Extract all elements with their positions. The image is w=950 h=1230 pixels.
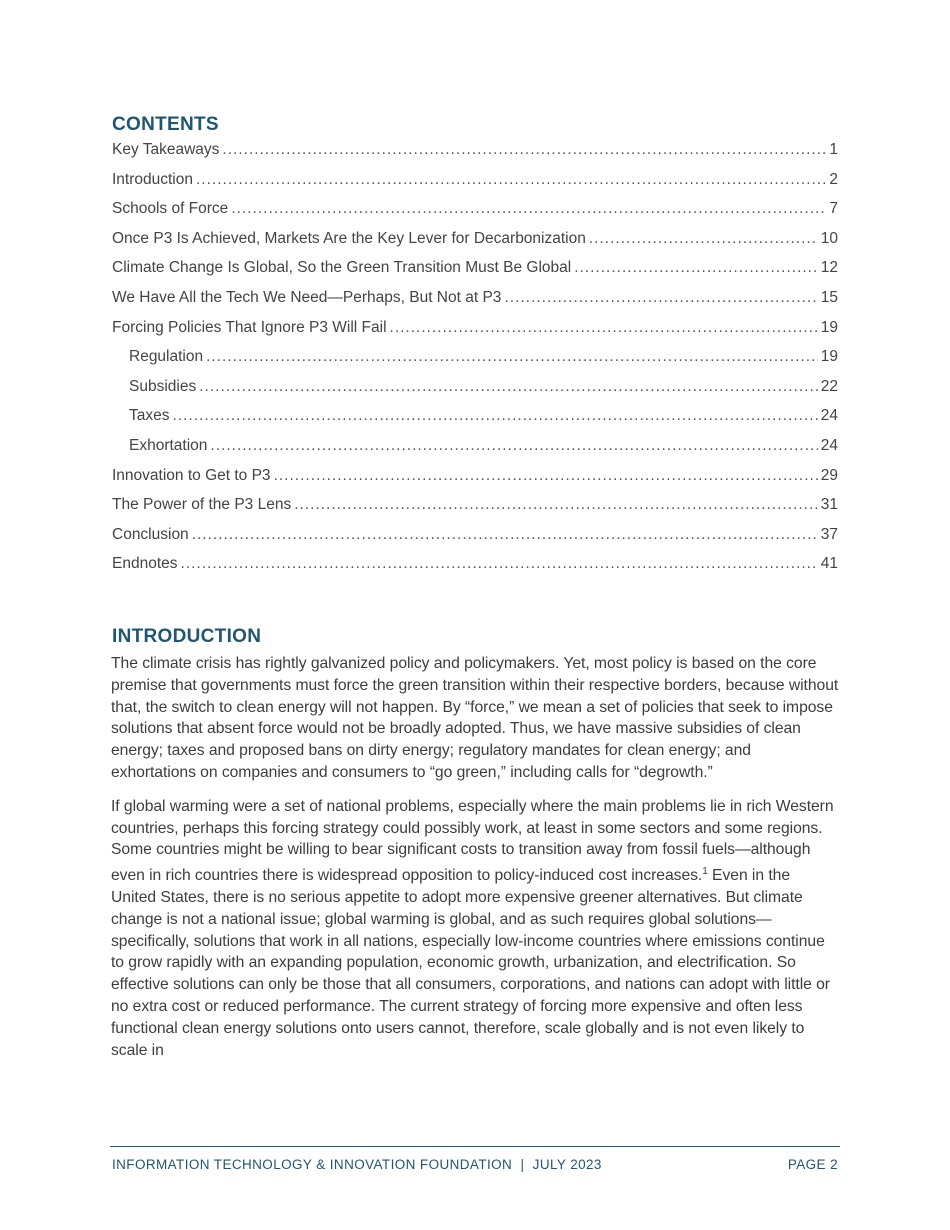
toc-entry-title: Regulation	[129, 348, 204, 366]
toc-entry[interactable]	[112, 525, 838, 555]
footer-page-number: PAGE 2	[787, 1157, 838, 1172]
footer-divider	[110, 1146, 840, 1147]
toc-entry[interactable]	[112, 229, 838, 259]
toc-dot-leader	[181, 554, 818, 574]
toc-entry-title: Taxes	[129, 407, 170, 425]
toc-entry-title: The Power of the P3 Lens	[112, 496, 292, 514]
contents-heading: CONTENTS	[112, 114, 219, 135]
toc-entry-page: 2	[829, 170, 838, 188]
toc-entry-page: 10	[820, 229, 838, 247]
toc-dot-leader	[210, 436, 817, 456]
toc-dot-leader	[274, 466, 818, 486]
toc-entry[interactable]	[112, 466, 838, 496]
paragraph	[111, 796, 839, 1062]
toc-entry-title: Climate Change Is Global, So the Green Transition Must Be Global	[112, 259, 572, 277]
toc-entry-title: Introduction	[112, 170, 193, 188]
toc-entry-page: 24	[820, 407, 838, 425]
toc-entry-title: Key Takeaways	[112, 141, 220, 158]
toc-dot-leader	[294, 495, 818, 515]
toc-dot-leader	[199, 377, 818, 397]
toc-dot-leader	[589, 229, 818, 249]
table-of-contents	[112, 140, 838, 584]
toc-entry-title: Forcing Policies That Ignore P3 Will Fail	[112, 318, 387, 336]
toc-entry-page: 15	[820, 288, 838, 306]
toc-entry-title: Conclusion	[112, 525, 189, 543]
toc-entry[interactable]	[112, 170, 838, 200]
toc-entry-title: Schools of Force	[112, 200, 229, 218]
toc-entry-title: Subsidies	[129, 377, 197, 395]
toc-entry-title: Once P3 Is Achieved, Markets Are the Key Lever for Decarbonization	[112, 229, 586, 247]
toc-dot-leader	[574, 258, 818, 278]
toc-entry[interactable]	[112, 318, 838, 348]
toc-entry[interactable]	[112, 554, 838, 584]
toc-dot-leader	[206, 347, 818, 367]
toc-subentry[interactable]	[112, 377, 838, 407]
toc-entry-page: 24	[820, 436, 838, 454]
toc-entry-title: Innovation to Get to P3	[112, 466, 271, 484]
toc-entry[interactable]	[112, 199, 838, 229]
toc-entry-page: 7	[829, 200, 838, 218]
toc-entry-page: 37	[820, 525, 838, 543]
toc-dot-leader	[192, 525, 818, 545]
toc-dot-leader	[390, 318, 818, 338]
toc-dot-leader	[504, 288, 817, 308]
paragraph: The climate crisis has rightly galvanized policy and policymakers. Yet, most policy is based on the core premise that governments must force the green transition within their respective borders, because without that, the switch to clean energy will not happen. By “force,” we mean a set of policies that seek to impose solutions that absent force would not be broadly adopted. Thus, we have massive subsidies of clean energy; taxes and proposed bans on dirty energy; regulatory mandates for clean energy; and exhortations on companies and consumers to “go green,” including calls for “degrowth.”	[111, 655, 839, 781]
toc-dot-leader	[231, 199, 826, 219]
toc-entry-page: 12	[820, 259, 838, 277]
endnote-reference[interactable]: 1	[702, 866, 708, 878]
toc-subentry[interactable]	[112, 406, 838, 436]
toc-subentry[interactable]	[112, 436, 838, 466]
toc-entry-title: Endnotes	[112, 555, 178, 573]
toc-entry-page: 31	[820, 496, 838, 514]
toc-entry-page: 1	[829, 141, 838, 158]
paragraph-text: Even in the United States, there is no serious appetite to adopt more expensive greener alternatives. But climate change is not a national issue; global warming is global, and as such requires global solutions—specifically, solutions that work in all nations, especially low-income countries where emissions continue to grow rapidly with an expanding population, economic growth, urbanization, and electrification. So effective solutions can only be those that all consumers, corporations, and nations can adopt with little or no extra cost or reduced performance. The current strategy of forcing more expensive and often less functional clean energy solutions onto users cannot, therefore, scale globally and is not even likely to scale in	[111, 867, 830, 1059]
toc-entry[interactable]	[112, 140, 838, 170]
toc-entry-page: 19	[820, 318, 838, 336]
toc-entry-title: Exhortation	[129, 436, 208, 454]
toc-subentry[interactable]	[112, 347, 838, 377]
toc-entry[interactable]	[112, 258, 838, 288]
toc-dot-leader	[222, 140, 826, 160]
toc-dot-leader	[173, 406, 818, 426]
toc-entry-page: 22	[820, 377, 838, 395]
toc-entry[interactable]	[112, 288, 838, 318]
toc-entry-page: 19	[820, 348, 838, 366]
footer-publisher-date: INFORMATION TECHNOLOGY & INNOVATION FOUNDATION | JULY 2023	[112, 1157, 602, 1172]
toc-dot-leader	[196, 170, 826, 190]
toc-entry-page: 29	[820, 466, 838, 484]
toc-entry-title: We Have All the Tech We Need—Perhaps, But Not at P3	[112, 288, 502, 306]
toc-entry[interactable]	[112, 495, 838, 525]
introduction-body	[111, 653, 839, 1073]
toc-entry-page: 41	[820, 555, 838, 573]
introduction-heading: INTRODUCTION	[112, 626, 262, 647]
paragraph-text: If global warming were a set of national problems, especially where the main problems lie in rich Western countries, perhaps this forcing strategy could possibly work, at least in some sectors and some regions. Some countries might be willing to bear significant costs to transition away from fossil fuels—although even in rich countries there is widespread opposition to policy-induced cost increases.	[111, 797, 834, 885]
